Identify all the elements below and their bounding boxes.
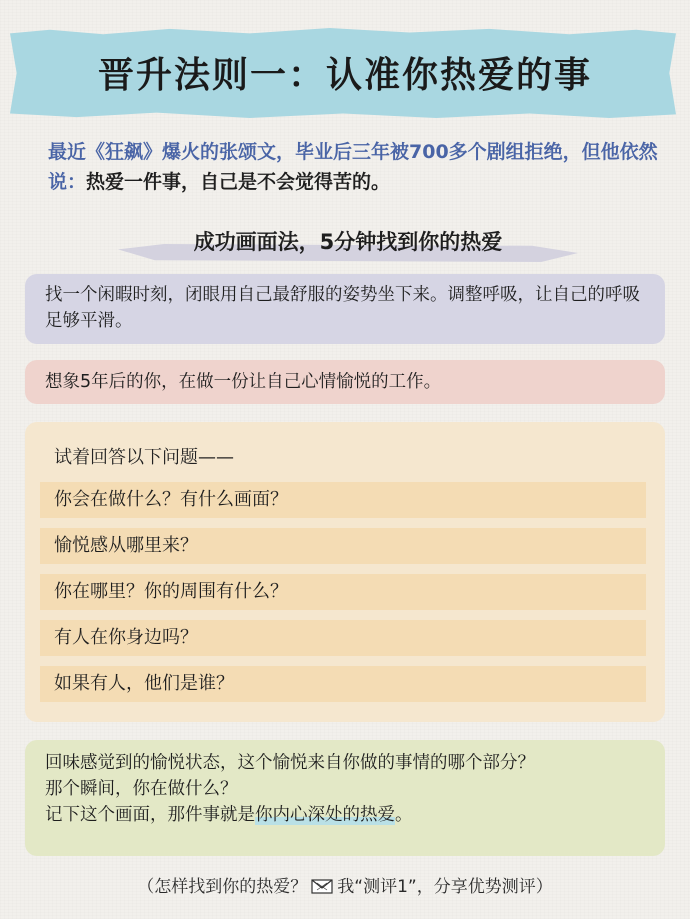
- section-heading: [118, 222, 578, 262]
- section-heading-text: 成功画面法，5分钟找到你的热爱: [193, 230, 503, 254]
- reflection-line-3-post: 。: [395, 805, 413, 825]
- reflection-box: [25, 740, 665, 856]
- footer-text-pre: （怎样找到你的热爱？: [137, 877, 308, 897]
- intro-quote: 热爱一件事，自己是不会觉得苦的。: [86, 171, 391, 193]
- footer-note: [0, 872, 690, 897]
- envelope-icon: [311, 879, 333, 894]
- intro-quote-context: 最近《狂飙》爆火的张颂文，毕业后三年被700多个剧组拒绝，但他依然说：: [48, 141, 658, 193]
- question-item: 你会在做什么？有什么画面？: [40, 482, 646, 518]
- intro-paragraph: [48, 137, 658, 197]
- reflection-highlight: 你内心深处的热爱: [255, 805, 395, 825]
- step-2-box: [25, 360, 665, 404]
- question-item: 你在哪里？你的周围有什么？: [40, 574, 646, 610]
- footer-text-post: 我“测评1”，分享优势测评）: [337, 877, 553, 897]
- reflection-line-1: 回味感觉到的愉悦状态，这个愉悦来自你做的事情的哪个部分？: [45, 753, 535, 773]
- question-item: 愉悦感从哪里来？: [40, 528, 646, 564]
- reflection-line-3: [45, 802, 645, 828]
- page-title: 晋升法则一：认准你热爱的事: [97, 55, 592, 96]
- question-item: 如果有人，他们是谁？: [40, 666, 646, 702]
- step-1-box: [25, 274, 665, 344]
- reflection-line-2: 那个瞬间，你在做什么？: [45, 779, 238, 799]
- reflection-line-3-pre: 记下这个画面，那件事就是: [45, 805, 255, 825]
- question-item: 有人在你身边吗？: [40, 620, 646, 656]
- step-2-text: 想象5年后的你，在做一份让自己心情愉悦的工作。: [45, 372, 442, 392]
- step-1-text: 找一个闲暇时刻，闭眼用自己最舒服的姿势坐下来。调整呼吸，让自己的呼吸足够平滑。: [45, 285, 640, 331]
- questions-prompt: 试着回答以下问题——: [54, 447, 234, 468]
